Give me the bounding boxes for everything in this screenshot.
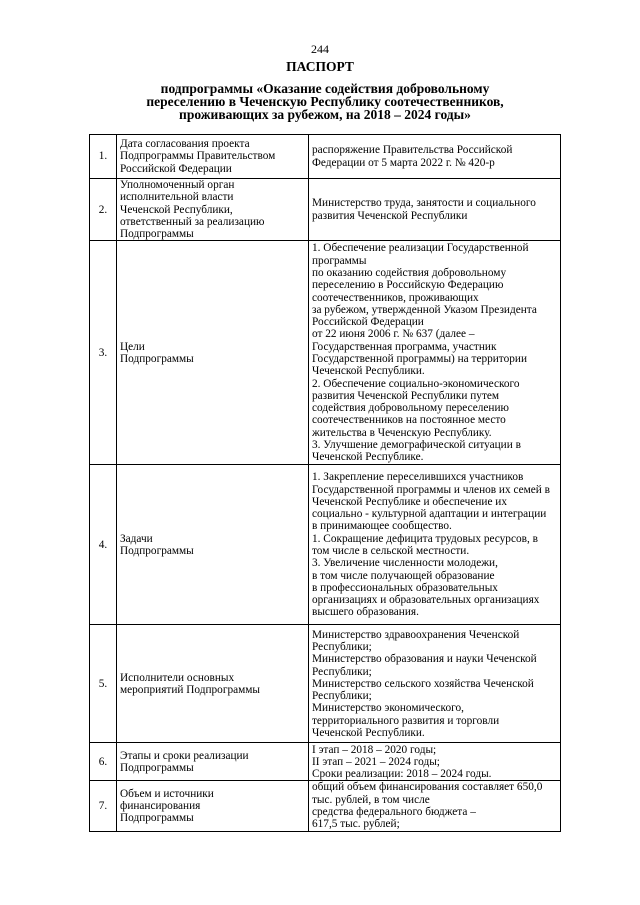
value-line: 617,5 тыс. рублей; <box>312 818 400 831</box>
value-line: Государственной программы) на территории <box>312 352 527 365</box>
subtitle-line: подпрограммы «Оказание содействия добровольному <box>160 81 490 96</box>
value-line: Российской Федерации <box>312 316 424 329</box>
value-cell <box>309 241 561 465</box>
value-line: Чеченской Республики. <box>312 365 425 378</box>
row-number: 5. <box>90 625 117 743</box>
value-line: Сроки реализации: 2018 – 2024 годы. <box>312 768 492 781</box>
value-cell <box>309 135 561 179</box>
value-cell <box>309 625 561 743</box>
subtitle-line: переселению в Чеченскую Республику соотечественников, <box>146 94 504 109</box>
table-row <box>90 743 561 781</box>
row-number: 6. <box>90 743 117 781</box>
parameter-line: мероприятий Подпрограммы <box>120 683 261 696</box>
parameter-line: исполнительной власти <box>120 191 234 204</box>
value-line: Чеченской Республике. <box>312 451 424 464</box>
parameter-line: Цели <box>120 340 145 353</box>
value-line: средства федерального бюджета – <box>312 806 476 819</box>
row-number: 4. <box>90 465 117 625</box>
value-line: соотечественников на постоянное место <box>312 414 506 427</box>
value-line: содействия добровольному переселению <box>312 402 509 415</box>
row-number: 7. <box>90 781 117 831</box>
parameter-line: Чеченской Республики, <box>120 203 233 216</box>
value-line: 1. Обеспечение реализации Государственной <box>312 242 529 255</box>
document-subtitle <box>90 82 560 121</box>
value-line: Республики; <box>312 665 372 678</box>
table-row <box>90 465 561 625</box>
value-cell <box>309 179 561 241</box>
parameter-line: ответственный за реализацию <box>120 215 265 228</box>
document-title: ПАСПОРТ <box>286 59 354 74</box>
value-line: по оказанию содействия добровольному <box>312 266 507 279</box>
row-number: 1. <box>90 135 117 179</box>
parameter-cell <box>117 241 309 465</box>
parameter-line: Подпрограммы <box>120 228 194 241</box>
parameter-line: Объем и источники <box>120 787 214 800</box>
parameter-cell <box>117 625 309 743</box>
value-line: программы <box>312 254 367 267</box>
value-line: 3. Увеличение численности молодежи, <box>312 557 498 570</box>
parameter-cell <box>117 781 309 831</box>
value-cell <box>309 743 561 781</box>
value-line: тыс. рублей, в том числе <box>312 793 430 806</box>
value-line: в том числе получающей образование <box>312 569 495 582</box>
value-line: социально - культурной адаптации и интеграции <box>312 508 547 521</box>
table-row <box>90 781 561 831</box>
value-line: Чеченской Республике и обеспечение их <box>312 495 507 508</box>
value-cell <box>309 781 561 831</box>
parameter-line: Дата согласования проекта <box>120 138 250 151</box>
table-row <box>90 625 561 743</box>
value-line: высшего образования. <box>312 606 419 619</box>
value-line: Министерство экономического, <box>312 702 464 715</box>
value-line: развития Чеченской Республики путем <box>312 389 500 402</box>
subtitle-line: проживающих за рубежом, на 2018 – 2024 годы» <box>179 107 471 122</box>
table-row <box>90 179 561 241</box>
row-number: 3. <box>90 241 117 465</box>
parameter-line: Подпрограммы <box>120 761 194 774</box>
value-line: Федерации от 5 марта 2022 г. № 420-р <box>312 156 495 169</box>
value-line: Республики; <box>312 690 372 703</box>
parameter-line: Уполномоченный орган <box>120 179 235 191</box>
row-number: 2. <box>90 179 117 241</box>
page-number: 244 <box>311 42 329 56</box>
value-line: Министерство здравоохранения Чеченской <box>312 628 520 641</box>
parameter-line: Подпрограммы Правительством <box>120 150 276 163</box>
parameter-cell <box>117 135 309 179</box>
parameter-cell <box>117 743 309 781</box>
passport-table-body <box>90 135 561 832</box>
table-row <box>90 135 561 179</box>
value-line: развития Чеченской Республики <box>312 209 468 222</box>
value-line: в профессиональных образовательных <box>312 581 498 594</box>
value-line: 2. Обеспечение социально-экономического <box>312 377 520 390</box>
value-line: жительства в Чеченскую Республику. <box>312 426 492 439</box>
parameter-line: Этапы и сроки реализации <box>120 749 249 762</box>
value-line: общий объем финансирования составляет 650,0 <box>312 781 543 794</box>
parameter-line: Подпрограммы <box>120 812 194 825</box>
value-line: от 22 июня 2006 г. № 637 (далее – <box>312 328 475 341</box>
value-line: Министерство сельского хозяйства Чеченской <box>312 677 534 690</box>
parameter-line: финансирования <box>120 799 201 812</box>
parameter-line: Подпрограммы <box>120 352 194 365</box>
value-line: I этап – 2018 – 2020 годы; <box>312 743 437 756</box>
table-row <box>90 241 561 465</box>
value-cell <box>309 465 561 625</box>
value-line: II этап – 2021 – 2024 годы; <box>312 755 440 768</box>
value-line: территориального развития и торговли <box>312 714 500 727</box>
value-line: Республики; <box>312 640 372 653</box>
value-line: 1. Сокращение дефицита трудовых ресурсов, в <box>312 532 538 545</box>
value-line: за рубежом, утвержденной Указом Президента <box>312 303 537 316</box>
value-line: переселению в Российскую Федерацию <box>312 279 504 292</box>
value-line: организациях и образовательных организациях <box>312 594 540 607</box>
value-line: том числе в сельской местности. <box>312 544 470 557</box>
value-line: соотечественников, проживающих <box>312 291 479 304</box>
value-line: 1. Закрепление переселившихся участников <box>312 471 524 484</box>
parameter-cell <box>117 179 309 241</box>
parameter-cell <box>117 465 309 625</box>
value-line: Государственная программа, участник <box>312 340 497 353</box>
value-line: в принимающее сообщество. <box>312 520 452 533</box>
value-line: Государственной программы и членов их семей в <box>312 483 550 496</box>
parameter-line: Задачи <box>120 532 153 545</box>
value-line: Чеченской Республики. <box>312 727 425 740</box>
passport-table <box>89 134 561 832</box>
parameter-line: Исполнители основных <box>120 671 235 684</box>
value-line: 3. Улучшение демографической ситуации в <box>312 439 521 452</box>
value-line: Министерство образования и науки Чеченской <box>312 653 537 666</box>
value-line: распоряжение Правительства Российской <box>312 144 513 157</box>
parameter-line: Российской Федерации <box>120 162 232 175</box>
parameter-line: Подпрограммы <box>120 544 194 557</box>
value-line: Министерство труда, занятости и социального <box>312 197 536 210</box>
